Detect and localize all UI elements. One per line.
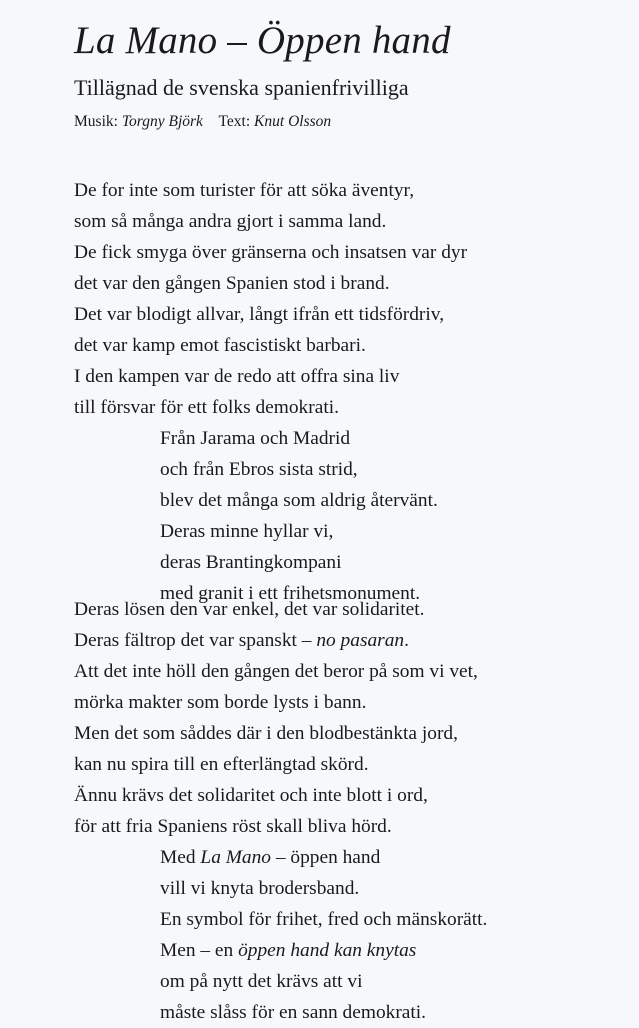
lyric-line [74,687,478,718]
lyric-text: Deras minne hyllar vi, [160,521,334,542]
stanza-3 [74,594,478,718]
lyric-text: om på nytt det krävs att vi [160,971,363,992]
song-dedication: Tillägnad de svenska spanienfrivilliga [74,75,409,100]
lyric-line [160,935,487,966]
lyric-line [160,485,438,516]
lyric-line [160,454,438,485]
chorus-2 [160,842,487,1028]
lyric-text: Med [160,847,201,868]
lyric-line [74,780,458,811]
lyric-text: Men – en [160,940,239,961]
lyric-line [74,330,444,361]
lyric-line [74,361,444,392]
lyric-text: . [404,630,409,651]
lyric-line [160,997,487,1028]
lyric-text: deras Brantingkompani [160,552,342,573]
text-label: Text: [218,113,251,130]
lyric-line [160,873,487,904]
lyric-text: – öppen hand [270,847,381,868]
lyric-text: En symbol för frihet, fred och mänskorätt. [160,909,488,930]
lyric-text: Deras fältrop det var spanskt – [74,630,317,651]
song-credits [74,113,331,131]
lyric-text: blev det många som aldrig återvänt. [160,490,438,511]
lyric-text: med granit i ett frihetsmonument. [160,583,421,604]
music-label: Musik: [74,113,118,130]
lyric-text: Men det som såddes där i den blodbestänkta jord, [74,723,458,744]
lyric-line [160,547,438,578]
music-composer: Torgny Björk [121,113,203,130]
lyric-line [74,392,444,423]
lyric-text: I den kampen var de redo att offra sina liv [74,366,400,387]
lyric-text: och från Ebros sista strid, [160,459,358,480]
lyric-text: De fick smyga över gränserna och insatsen var dyr [74,242,468,263]
lyric-line [74,268,467,299]
song-title: La Mano – Öppen hand [74,19,451,62]
lyric-line [74,625,478,656]
lyric-text: Att det inte höll den gången det beror på som vi vet, [74,661,478,682]
lyric-text: Ännu krävs det solidaritet och inte blott i ord, [74,785,428,806]
lyric-text: vill vi knyta brodersband. [160,878,360,899]
stanza-2 [74,299,444,423]
lyric-text: till försvar för ett folks demokrati. [74,397,339,418]
lyric-text: som så många andra gjort i samma land. [74,211,387,232]
lyric-line [160,842,487,873]
stanza-1 [74,175,467,299]
lyric-line [74,594,478,625]
lyric-line [74,299,444,330]
lyric-text: för att fria Spaniens röst skall bliva hörd. [74,816,392,837]
text-author: Knut Olsson [254,113,332,130]
lyric-line [74,749,458,780]
lyric-text: måste slåss för en sann demokrati. [160,1002,427,1023]
lyric-line [74,237,467,268]
lyric-text: mörka makter som borde lysts i bann. [74,692,367,713]
lyric-line [160,516,438,547]
lyric-emphasis: öppen hand kan knytas [238,940,417,961]
lyric-emphasis: La Mano [200,847,271,868]
lyric-line [74,718,458,749]
chorus-1 [160,423,438,609]
lyric-line [74,206,467,237]
lyric-line [74,811,458,842]
lyric-text: det var kamp emot fascistiskt barbari. [74,335,366,356]
lyric-emphasis: no pasaran [316,630,405,651]
lyric-text: Deras lösen den var enkel, det var solidaritet. [74,599,425,620]
stanza-4 [74,718,458,842]
lyric-text: Det var blodigt allvar, långt ifrån ett tidsfördriv, [74,304,445,325]
lyric-text: kan nu spira till en efterlängtad skörd. [74,754,369,775]
lyric-line [160,423,438,454]
lyric-line [160,904,487,935]
lyric-text: Från Jarama och Madrid [160,428,351,449]
lyric-text: De for inte som turister för att söka äventyr, [74,180,415,201]
lyric-line [74,656,478,687]
lyric-text: det var den gången Spanien stod i brand. [74,273,390,294]
lyric-line [74,175,467,206]
lyric-line [160,966,487,997]
